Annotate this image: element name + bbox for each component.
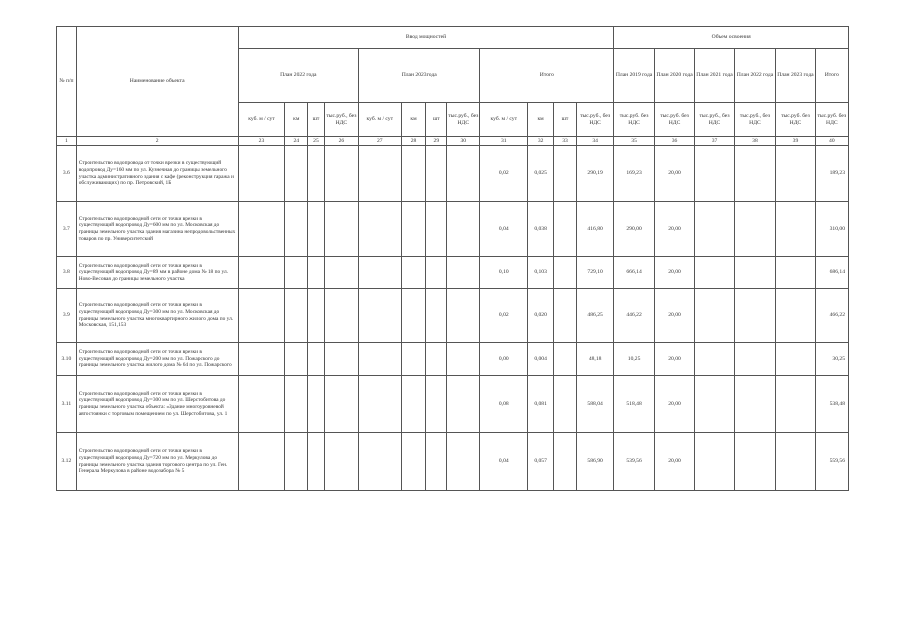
object-name: Строительство водопроводной сети от точки врезки в существующий водопровод Ду=300 мм по ул. Московская до границы земельного участка многоквартирного жилого дома по ул. Московская, 151,153 [76,289,238,343]
cell-c40: 686,14 [815,257,848,289]
empty-cell [285,289,308,343]
object-name: Строительство водопроводной сети от точки врезки в существующий водопровод Ду=200 мм по ул. Пожарского до границы земельного участка жилого дома № 64 по ул. Пожарского [76,343,238,376]
empty-cell [324,202,358,257]
unit-sht: шт [426,103,447,137]
empty-cell [734,146,776,202]
cell-c32: 0,103 [528,257,554,289]
cell-c40: 30,25 [815,343,848,376]
cell-c36: 20,00 [654,202,694,257]
column-number: 30 [447,137,480,146]
cell-c34: 290,19 [576,146,613,202]
empty-cell [447,146,480,202]
table-row [57,257,849,289]
empty-cell [401,289,426,343]
cell-c32: 0,038 [528,202,554,257]
cell-c36: 20,00 [654,343,694,376]
empty-cell [359,376,402,433]
unit-tys-vol: тыс.руб. без НДС [776,103,815,137]
empty-cell [734,433,776,491]
empty-cell [695,433,734,491]
cell-c32: 0,057 [528,433,554,491]
column-number: 33 [554,137,577,146]
object-name: Строительство водопроводной сети от точки врезки в существующий водопровод Ду=600 мм по ул. Московская до границы земельного участка здания магазина непродовольственных товаров по пр. Университетский [76,202,238,257]
empty-cell [554,376,577,433]
cell-c31: 0,10 [480,257,528,289]
empty-cell [734,289,776,343]
column-number: 36 [654,137,694,146]
column-number: 1 [57,137,77,146]
unit-cube: куб. м / сут [480,103,528,137]
empty-cell [447,202,480,257]
empty-cell [324,376,358,433]
unit-cube: куб. м / сут [238,103,285,137]
empty-cell [426,146,447,202]
empty-cell [447,376,480,433]
table-row [57,146,849,202]
empty-cell [401,376,426,433]
cell-c35: 446,22 [614,289,654,343]
cell-c32: 0,004 [528,343,554,376]
cell-c35: 10,25 [614,343,654,376]
cell-c34: 586,90 [576,433,613,491]
cell-c36: 20,00 [654,146,694,202]
empty-cell [447,257,480,289]
empty-cell [308,146,325,202]
cell-c35: 518,48 [614,376,654,433]
empty-cell [554,146,577,202]
cell-c34: 486,25 [576,289,613,343]
empty-cell [554,202,577,257]
cell-c40: 538,48 [815,376,848,433]
cell-c40: 310,00 [815,202,848,257]
cell-c31: 0,08 [480,376,528,433]
table-row [57,289,849,343]
empty-cell [554,433,577,491]
col-header-name: Наименование объекта [76,27,238,137]
header-vol-2021: План 2021 года [695,49,734,103]
header-plan-2022: План 2022 года [238,49,358,103]
unit-cube: куб. м / сут [359,103,402,137]
unit-tys: тыс.руб., без НДС [324,103,358,137]
empty-cell [447,343,480,376]
cell-c34: 48,18 [576,343,613,376]
row-number: 3.6 [57,146,77,202]
cell-c31: 0,02 [480,289,528,343]
empty-cell [285,202,308,257]
unit-tys-vol: тыс.руб. без НДС [815,103,848,137]
column-number: 26 [324,137,358,146]
empty-cell [695,376,734,433]
empty-cell [776,433,815,491]
column-number: 31 [480,137,528,146]
empty-cell [324,146,358,202]
empty-cell [324,343,358,376]
empty-cell [776,146,815,202]
cell-c32: 0,020 [528,289,554,343]
col-header-no: № п/п [57,27,77,137]
empty-cell [447,433,480,491]
cell-c35: 666,14 [614,257,654,289]
empty-cell [359,257,402,289]
investment-table [56,26,849,491]
column-number: 29 [426,137,447,146]
empty-cell [285,433,308,491]
object-name: Строительство водопровода от точки врезки в существующий водопровод Ду=160 мм по ул. Кузнечная до границы земельного участка административного здания с кафе (реконструкция гаража и обслуживающих) по пр. Петровский, 1Б [76,146,238,202]
cell-c32: 0,081 [528,376,554,433]
empty-cell [426,202,447,257]
empty-cell [359,146,402,202]
empty-cell [285,257,308,289]
cell-c34: 416,80 [576,202,613,257]
empty-cell [426,289,447,343]
column-number: 25 [308,137,325,146]
empty-cell [426,343,447,376]
empty-cell [401,257,426,289]
empty-cell [695,146,734,202]
empty-cell [695,257,734,289]
table-row [57,343,849,376]
empty-cell [359,433,402,491]
group-header-power: Ввод мощностей [238,27,614,49]
empty-cell [401,146,426,202]
empty-cell [359,343,402,376]
empty-cell [554,289,577,343]
cell-c40: 466,22 [815,289,848,343]
cell-c40: 189,23 [815,146,848,202]
unit-km: км [528,103,554,137]
empty-cell [238,343,285,376]
cell-c36: 20,00 [654,376,694,433]
cell-c31: 0,04 [480,433,528,491]
cell-c35: 539,56 [614,433,654,491]
column-number: 23 [238,137,285,146]
row-number: 3.12 [57,433,77,491]
cell-c35: 290,00 [614,202,654,257]
empty-cell [238,376,285,433]
column-number: 38 [734,137,776,146]
empty-cell [308,202,325,257]
empty-cell [238,202,285,257]
column-number: 28 [401,137,426,146]
unit-tys: тыс.руб., без НДС [447,103,480,137]
header-vol-total: Итого [815,49,848,103]
empty-cell [426,257,447,289]
empty-cell [776,289,815,343]
empty-cell [308,257,325,289]
cell-c34: 588,04 [576,376,613,433]
unit-tys-vol: тыс.руб., без НДС [695,103,734,137]
unit-km: км [285,103,308,137]
table-row [57,433,849,491]
empty-cell [285,146,308,202]
cell-c31: 0,02 [480,146,528,202]
cell-c34: 729,10 [576,257,613,289]
empty-cell [554,343,577,376]
column-number-row [57,137,849,146]
empty-cell [734,202,776,257]
header-plan-2023: План 2023года [359,49,480,103]
unit-km: км [401,103,426,137]
cell-c32: 0,025 [528,146,554,202]
cell-c35: 169,23 [614,146,654,202]
empty-cell [776,343,815,376]
empty-cell [308,376,325,433]
empty-cell [695,343,734,376]
empty-cell [447,289,480,343]
object-name: Строительство водопроводной сети от точки врезки в существующий водопровод Ду=720 мм по ул. Меркулова до границы земельного участка здания торгового центра по ул. Ген. Генерала Меркулова в районе водозабора № 5 [76,433,238,491]
empty-cell [426,433,447,491]
cell-c36: 20,00 [654,433,694,491]
empty-cell [554,257,577,289]
object-name: Строительство водопроводной сети от точки врезки в существующий водопровод Ду=300 мм по ул. Шерстобитова до границы земельного участка объекта: «Здание многоуровневой автостоянки с торговым помещением по ул. Шерстобитова, ул. 1 [76,376,238,433]
row-number: 3.11 [57,376,77,433]
unit-tys-vol: тыс.руб. без НДС [614,103,654,137]
column-number: 40 [815,137,848,146]
column-number: 24 [285,137,308,146]
empty-cell [308,343,325,376]
column-number: 27 [359,137,402,146]
empty-cell [324,289,358,343]
header-total-power: Итого [480,49,614,103]
empty-cell [401,343,426,376]
table-row [57,202,849,257]
unit-tys: тыс.руб., без НДС [576,103,613,137]
empty-cell [734,343,776,376]
empty-cell [308,289,325,343]
empty-cell [401,202,426,257]
column-number: 2 [76,137,238,146]
table-row [57,376,849,433]
row-number: 3.9 [57,289,77,343]
empty-cell [734,257,776,289]
object-name: Строительство водопроводной сети от точки врезки в существующий водопровод Ду=89 мм в районе дома № 18 по ул. Ново-Весовая до границы земельного участка [76,257,238,289]
cell-c31: 0,04 [480,202,528,257]
empty-cell [308,433,325,491]
empty-cell [324,433,358,491]
empty-cell [238,146,285,202]
row-number: 3.10 [57,343,77,376]
column-number: 34 [576,137,613,146]
group-header-volume: Объем освоения [614,27,849,49]
header-vol-2022: План 2022 года [734,49,776,103]
row-number: 3.7 [57,202,77,257]
empty-cell [776,257,815,289]
column-number: 35 [614,137,654,146]
header-vol-2023: План 2023 года [776,49,815,103]
empty-cell [285,343,308,376]
row-number: 3.8 [57,257,77,289]
empty-cell [238,433,285,491]
cell-c36: 20,00 [654,289,694,343]
cell-c36: 20,00 [654,257,694,289]
empty-cell [776,202,815,257]
empty-cell [426,376,447,433]
column-number: 39 [776,137,815,146]
unit-sht: шт [308,103,325,137]
empty-cell [776,376,815,433]
empty-cell [695,202,734,257]
cell-c31: 0,00 [480,343,528,376]
empty-cell [238,289,285,343]
empty-cell [695,289,734,343]
empty-cell [401,433,426,491]
column-number: 37 [695,137,734,146]
empty-cell [324,257,358,289]
empty-cell [359,289,402,343]
unit-sht: шт [554,103,577,137]
empty-cell [285,376,308,433]
column-number: 32 [528,137,554,146]
cell-c40: 559,56 [815,433,848,491]
empty-cell [359,202,402,257]
unit-tys-vol: тыс.руб., без НДС [734,103,776,137]
empty-cell [734,376,776,433]
header-vol-2020: План 2020 года [654,49,694,103]
header-vol-2019: План 2019 года [614,49,654,103]
empty-cell [238,257,285,289]
unit-tys-vol: тыс.руб. без НДС [654,103,694,137]
